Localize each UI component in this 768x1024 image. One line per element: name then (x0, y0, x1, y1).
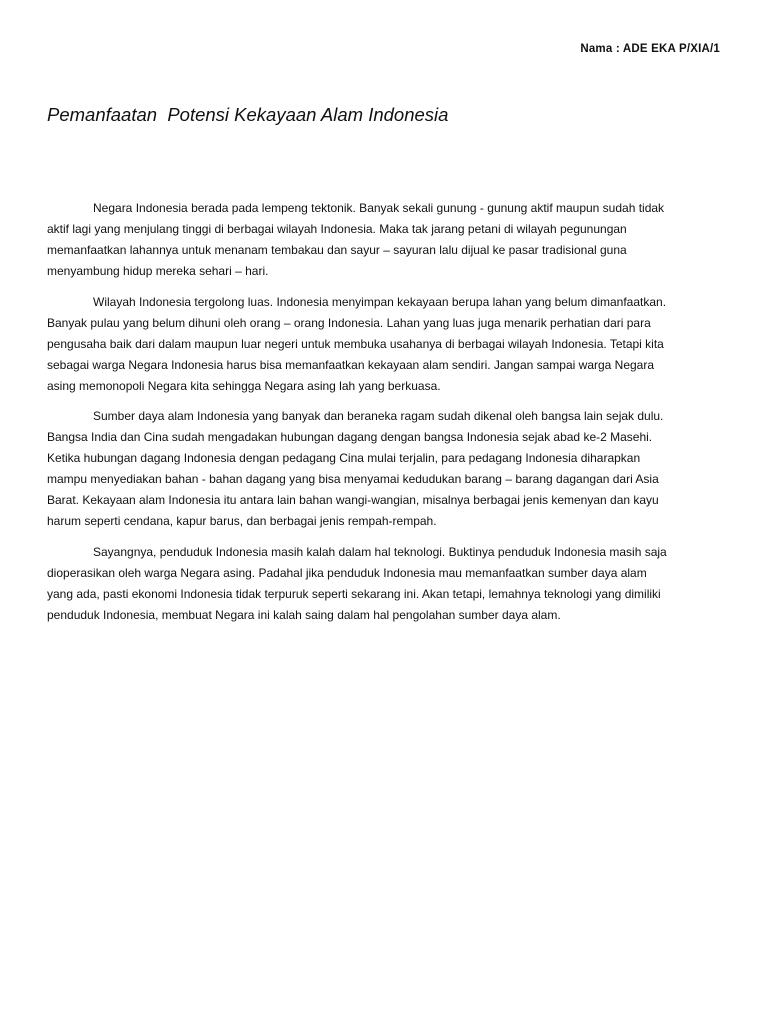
paragraph-line: harum seperti cendana, kapur barus, dan berbagai jenis rempah-rempah. (47, 514, 437, 528)
paragraph-line: Banyak pulau yang belum dihuni oleh orang – orang Indonesia. Lahan yang luas juga menarik perhatian dari para (47, 315, 651, 330)
author-name-label: Nama : ADE EKA P/XIA/1 (580, 43, 720, 55)
paragraph-line: pengusaha baik dari dalam maupun luar negeri untuk membuka usahanya di berbagai wilayah Indonesia. Tetapi kita (47, 336, 664, 351)
paragraph-4 (47, 542, 715, 626)
paragraph-line: Wilayah Indonesia tergolong luas. Indonesia menyimpan kekayaan berupa lahan yang belum dimanfaatkan. (93, 294, 667, 309)
paragraph-line: sebagai warga Negara Indonesia harus bisa memanfaatkan kekayaan alam sendiri. Jangan sampai warga Negara (47, 357, 655, 372)
paragraph-line: Ketika hubungan dagang Indonesia dengan pedagang Cina mulai terjalin, para pedagang Indonesia diharapkan (47, 451, 641, 465)
paragraph-1 (47, 198, 715, 282)
paragraph-line: aktif lagi yang menjulang tinggi di berbagai wilayah Indonesia. Maka tak jarang petani di wilayah pegunungan (47, 222, 627, 236)
paragraph-line: Sayangnya, penduduk Indonesia masih kalah dalam hal teknologi. Buktinya penduduk Indonesia masih saja (93, 544, 667, 559)
paragraph-line: mampu menyediakan bahan - bahan dagang yang bisa menyamai kedudukan barang – barang dagangan dari Asia (47, 472, 659, 486)
paragraph-line: dioperasikan oleh warga Negara asing. Padahal jika penduduk Indonesia mau memanfaatkan sumber daya alam (47, 565, 647, 580)
paragraph-line: Barat. Kekayaan alam Indonesia itu antara lain bahan wangi-wangian, misalnya berbagai jenis kemenyan dan kayu (47, 493, 659, 507)
document-title: Pemanfaatan Potensi Kekayaan Alam Indonesia (47, 104, 449, 125)
paragraph-line: Sumber daya alam Indonesia yang banyak dan beraneka ragam sudah dikenal oleh bangsa lain sejak dulu. (93, 409, 664, 423)
paragraph-2 (47, 292, 715, 397)
paragraph-line: yang ada, pasti ekonomi Indonesia tidak terpuruk seperti sekarang ini. Akan tetapi, lemahnya teknologi yang dimiliki (47, 586, 661, 601)
paragraph-line: asing memonopoli Negara kita sehingga Negara asing lah yang berkuasa. (47, 378, 441, 393)
paragraph-line: penduduk Indonesia, membuat Negara ini kalah saing dalam hal pengolahan sumber daya alam. (47, 607, 561, 622)
paragraph-line: Bangsa India dan Cina sudah mengadakan hubungan dagang dengan bangsa Indonesia sejak abad ke-2 Masehi. (47, 430, 653, 444)
paragraph-line: Negara Indonesia berada pada lempeng tektonik. Banyak sekali gunung - gunung aktif maupun sudah tidak (93, 201, 665, 215)
paragraph-line: memanfaatkan lahannya untuk menanam tembakau dan sayur – sayuran lalu dijual ke pasar tradisional guna (47, 243, 627, 257)
paragraph-3 (47, 406, 715, 532)
paragraph-line: menyambung hidup mereka sehari – hari. (47, 264, 269, 278)
document-body (47, 198, 715, 635)
